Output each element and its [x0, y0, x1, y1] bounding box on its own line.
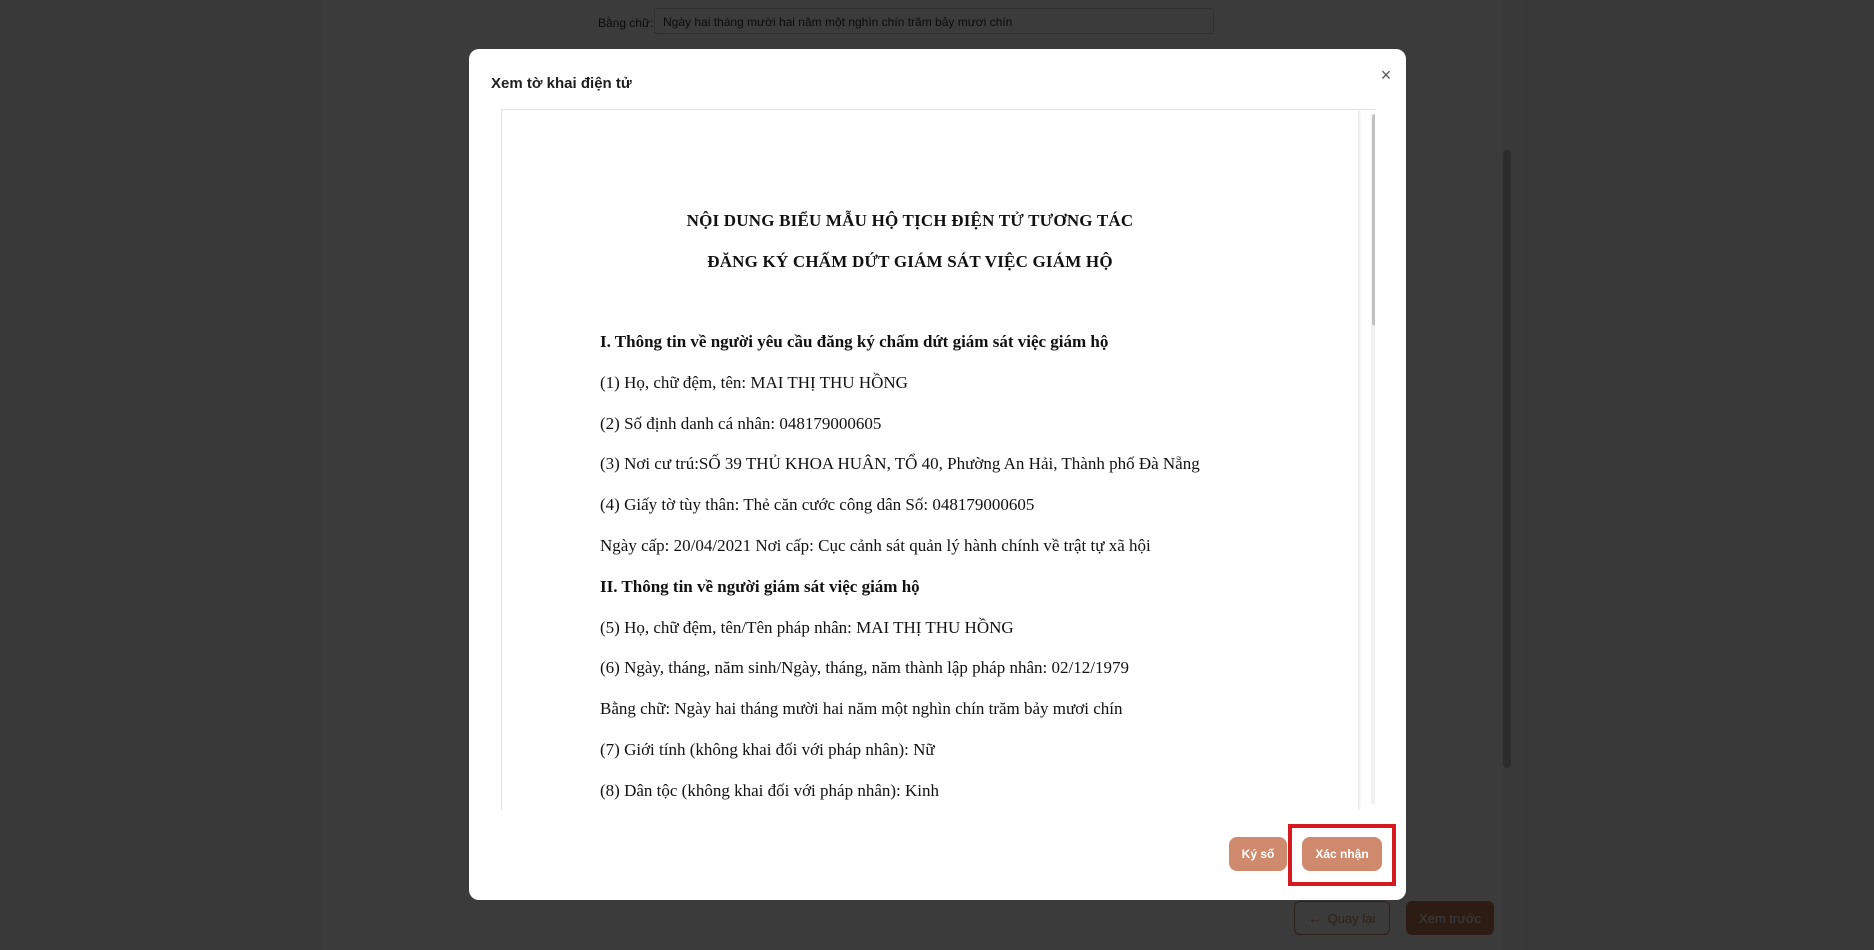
- document-line: (4) Giấy tờ tùy thân: Thẻ căn cước công dân Số: 048179000605: [600, 495, 1035, 515]
- document-page: [502, 110, 1358, 810]
- document-line: Bằng chữ: Ngày hai tháng mười hai năm một nghìn chín trăm bảy mươi chín: [600, 699, 1123, 719]
- document-line: (2) Số định danh cá nhân: 048179000605: [600, 413, 882, 433]
- document-scrollbar-thumb[interactable]: [1372, 114, 1375, 326]
- document-heading-1: NỘI DUNG BIỂU MẪU HỘ TỊCH ĐIỆN TỬ TƯƠNG TÁC: [686, 211, 1134, 230]
- document-scrollbar[interactable]: [1371, 114, 1375, 804]
- document-line: (6) Ngày, tháng, năm sinh/Ngày, tháng, năm thành lập pháp nhân: 02/12/1979: [600, 658, 1129, 678]
- preview-modal: [469, 49, 1406, 900]
- modal-title: Xem tờ khai điện tử: [491, 75, 632, 92]
- document-body: [600, 200, 1300, 810]
- heading-spacer: [600, 282, 1300, 322]
- close-icon[interactable]: ×: [1380, 64, 1392, 85]
- document-viewer[interactable]: [501, 109, 1375, 810]
- document-line: (3) Nơi cư trú:SỐ 39 THỦ KHOA HUÂN, TỔ 40, Phường An Hải, Thành phố Đà Nẵng: [600, 454, 1200, 474]
- document-lines: [600, 322, 1300, 810]
- sign-button[interactable]: Ký số: [1229, 837, 1287, 871]
- document-heading-2: ĐĂNG KÝ CHẤM DỨT GIÁM SÁT VIỆC GIÁM HỘ: [707, 252, 1113, 271]
- document-line: (1) Họ, chữ đệm, tên: MAI THỊ THU HỒNG: [600, 372, 908, 392]
- document-section-heading: I. Thông tin về người yêu cầu đăng ký chấm dứt giám sát việc giám hộ: [600, 332, 1109, 351]
- document-line: (8) Dân tộc (không khai đối với pháp nhân): Kinh: [600, 780, 940, 800]
- confirm-button[interactable]: Xác nhận: [1302, 837, 1382, 871]
- document-line: Ngày cấp: 20/04/2021 Nơi cấp: Cục cảnh sát quản lý hành chính về trật tự xã hội: [600, 535, 1151, 555]
- document-section-heading: II. Thông tin về người giám sát việc giám hộ: [600, 576, 920, 596]
- document-line: (5) Họ, chữ đệm, tên/Tên pháp nhân: MAI THỊ THU HỒNG: [600, 617, 1014, 637]
- document-line: (7) Giới tính (không khai đối với pháp nhân): Nữ: [600, 739, 935, 759]
